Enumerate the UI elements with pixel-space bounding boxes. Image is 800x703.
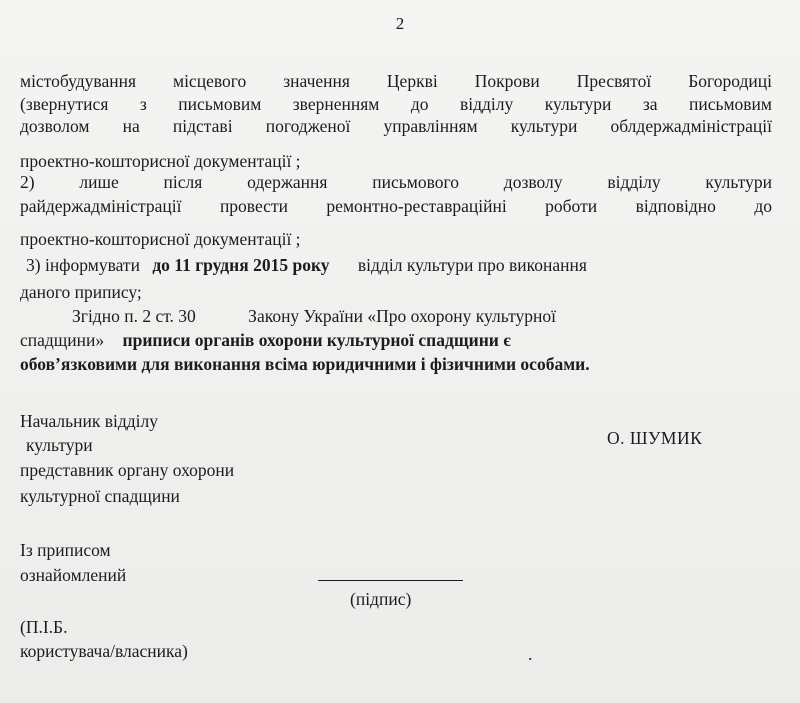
signature-caption: (підпис) (350, 589, 412, 609)
body-line: даного припису; (20, 282, 142, 302)
emphasis-text: обов’язковими для виконання всіма юридичними і фізичними особами. (20, 354, 590, 374)
law-reference: Закону України «Про охорону культурної (248, 306, 556, 326)
acknowledgement-label: ознайомлений (20, 565, 127, 585)
signatory-position: культурної спадщини (20, 486, 180, 506)
signatory-position: культури (26, 435, 93, 455)
signature-line (318, 580, 463, 581)
body-text: спадщини» (20, 330, 105, 350)
body-text: 3) інформувати (26, 255, 140, 275)
body-line: проектно-кошторисної документації ; (20, 151, 301, 171)
body-line-law (20, 305, 772, 327)
body-line-deadline (20, 254, 772, 276)
body-text: Згідно п. 2 ст. 30 (72, 306, 196, 326)
signatory-position: Начальник відділу (20, 411, 159, 431)
person-name-label: (П.І.Б. (20, 617, 68, 637)
page-number: 2 (395, 14, 405, 33)
body-text: відділ культури про виконання (357, 255, 587, 275)
emphasis-text: приписи органів охорони культурної спадщини є (122, 330, 511, 350)
body-line: містобудування місцевого значення Церкві Покрови Пресвятої Богородиці (20, 71, 772, 91)
body-line: (звернутися з письмовим зверненням до відділу культури за письмовим (20, 94, 772, 114)
acknowledgement-label: Із приписом (20, 540, 111, 560)
body-line: райдержадміністрації провести ремонтно-реставраційні роботи відповідно до (20, 196, 772, 216)
signatory-position: представник органу охорони (20, 460, 235, 480)
body-line: дозволом на підставі погодженої управлінням культури облдержадміністрації (20, 116, 772, 136)
body-line-law (20, 329, 772, 351)
trailing-dot: . (528, 644, 533, 664)
signatory-name: О. ШУМИК (607, 428, 703, 448)
body-line: проектно-кошторисної документації ; (20, 229, 301, 249)
person-name-label: користувача/власника) (20, 641, 188, 661)
body-line: 2) лише після одержання письмового дозволу відділу культури (20, 172, 772, 192)
deadline-date: до 11 грудня 2015 року (152, 255, 330, 275)
